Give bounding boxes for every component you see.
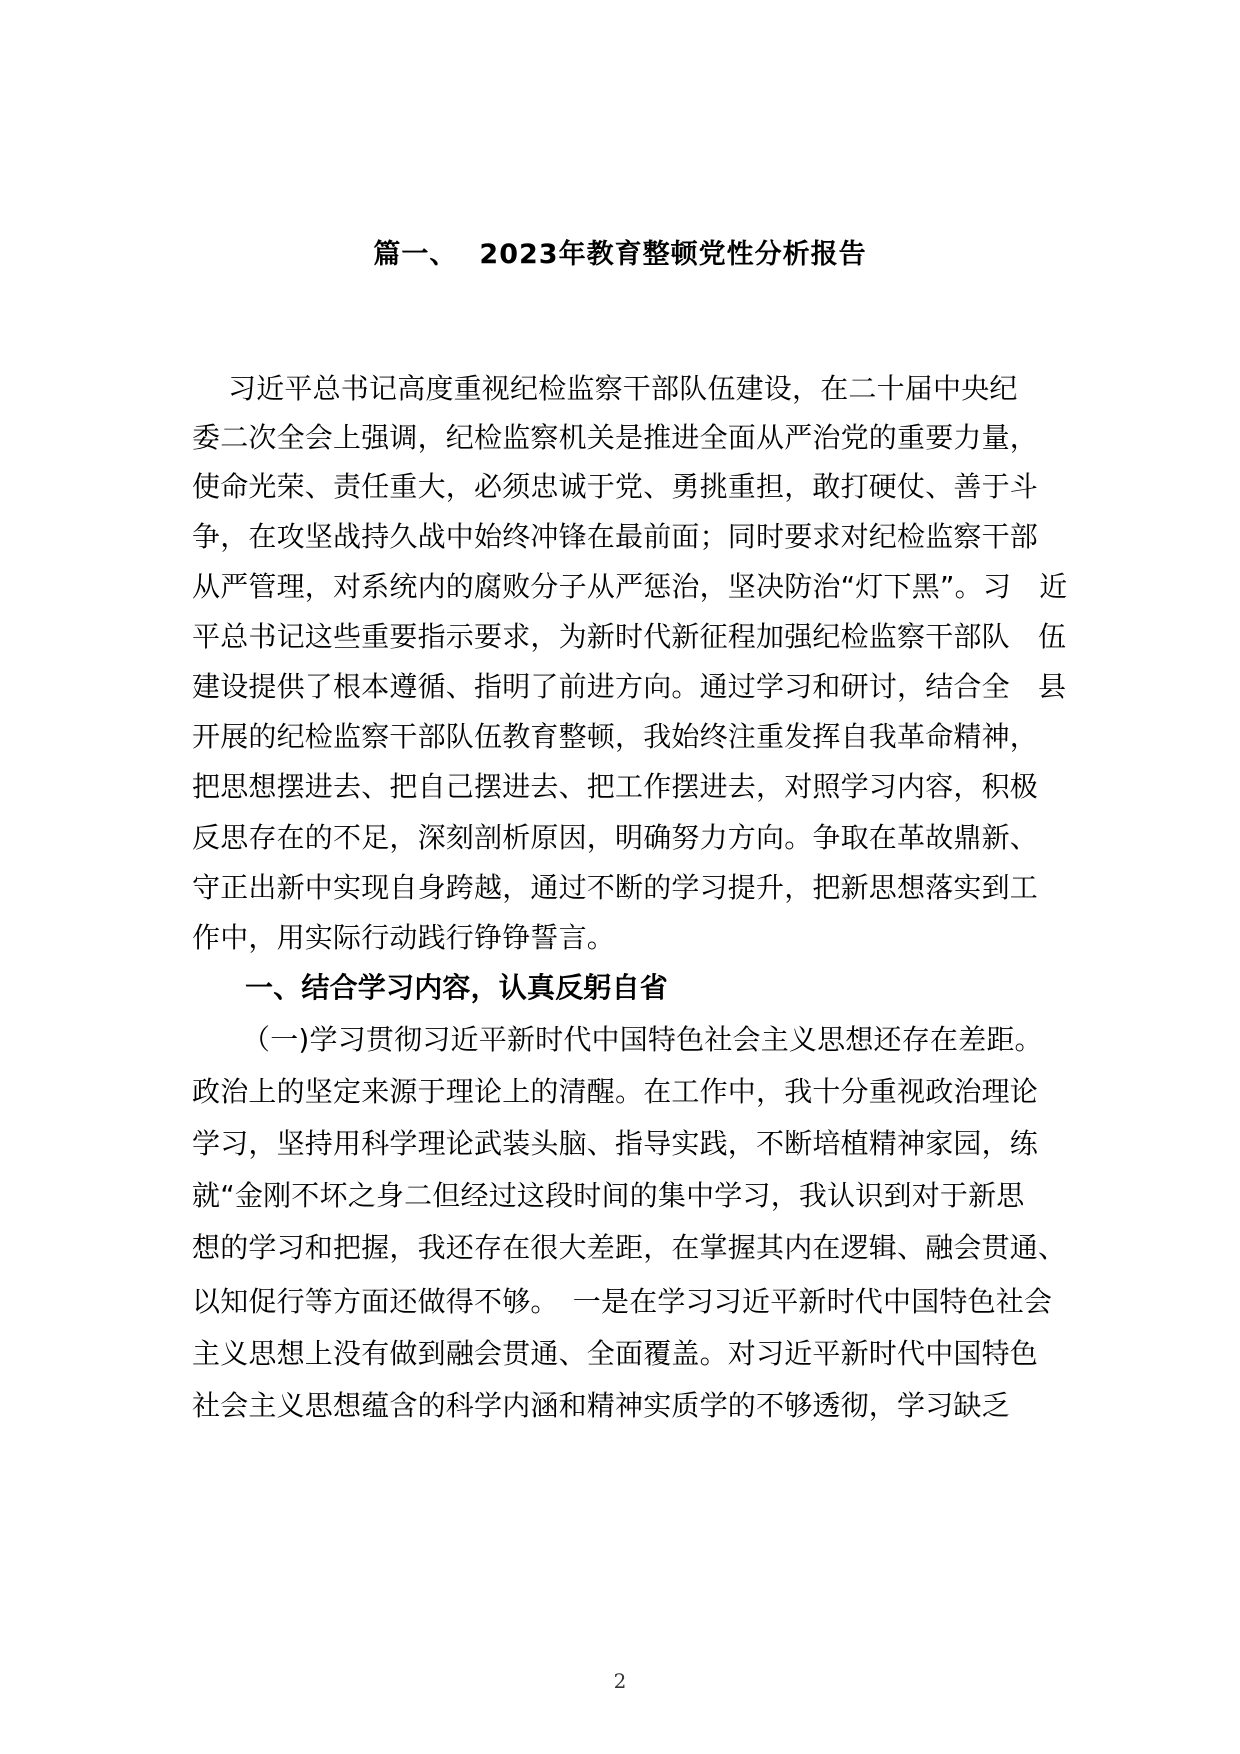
paragraph-2-line: 学习，坚持用科学理论武装头脑、指导实践，不断培植精神家园，练 [192,1127,1039,1160]
paragraph-1-line: 把思想摆进去、把自己摆进去、把工作摆进去，对照学习内容，积极 [192,770,1039,803]
title-prefix: 篇一、 [373,239,458,270]
paragraph-1-line: 从严管理，对系统内的腐败分子从严惩治，坚决防治“灯下黑”。习 近 [192,570,1068,603]
paragraph-2-line: 想的学习和把握，我还存在很大差距，在掌握其内在逻辑、融会贯通、 [192,1231,1067,1264]
page-number: 2 [613,1669,627,1693]
paragraph-1-line: 平总书记这些重要指示要求，为新时代新征程加强纪检监察干部队 伍 [192,620,1067,653]
paragraph-2-line: 社会主义思想蕴含的科学内涵和精神实质学的不够透彻，学习缺乏 [192,1389,1010,1422]
title-main: 2023年教育整顿党性分析报告 [479,239,867,270]
paragraph-1-line: 开展的纪检监察干部队伍教育整顿，我始终注重发挥自我革命精神， [192,720,1039,753]
paragraph-1-line: 反思存在的不足，深刻剖析原因，明确努力方向。争取在革故鼎新、 [192,821,1039,854]
paragraph-2-line: 就“金刚不坏之身二但经过这段时间的集中学习，我认识到对于新思 [192,1179,1025,1212]
paragraph-1-line: 习近平总书记高度重视纪检监察干部队伍建设，在二十届中央纪 [228,372,1018,405]
paragraph-2-line: 政治上的坚定来源于理论上的清醒。在工作中，我十分重视政治理论 [192,1075,1039,1108]
paragraph-2-line: 以知促行等方面还做得不够。 一是在学习习近平新时代中国特色社会 [192,1285,1053,1318]
paragraph-1-line: 争，在攻坚战持久战中始终冲锋在最前面；同时要求对纪检监察干部 [192,520,1039,553]
paragraph-2-line: 主义思想上没有做到融会贯通、全面覆盖。对习近平新时代中国特色 [192,1337,1039,1370]
paragraph-2-line: （一)学习贯彻习近平新时代中国特色社会主义思想还存在差距。 [242,1023,1043,1056]
paragraph-1-line: 守正出新中实现自身跨越，通过不断的学习提升，把新思想落实到工 [192,871,1039,904]
section-heading: 一、结合学习内容，认真反躬自省 [245,971,669,1004]
paragraph-1-line: 委二次全会上强调，纪检监察机关是推进全面从严治党的重要力量， [192,421,1039,454]
document-title [0,232,1240,271]
paragraph-1-line: 使命光荣、责任重大，必须忠诚于党、勇挑重担，敢打硬仗、善于斗 [192,470,1039,503]
paragraph-1-line: 建设提供了根本遵循、指明了前进方向。通过学习和研讨，结合全 县 [192,670,1067,703]
paragraph-1-line: 作中，用实际行动践行铮铮誓言。 [192,921,616,954]
